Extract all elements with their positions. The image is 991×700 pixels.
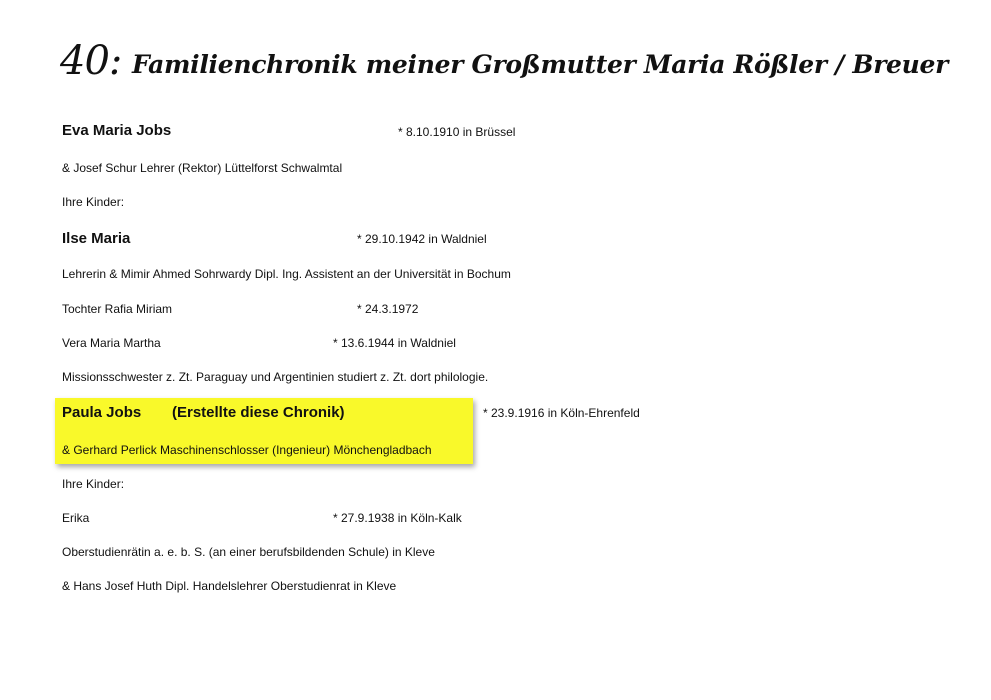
paula-note: (Erstellte diese Chronik) — [172, 404, 345, 421]
page-number: 40: — [60, 38, 122, 84]
page-title: Familienchronik meiner Großmutter Maria Rößler / Breuer — [132, 50, 949, 79]
ilse-name: Ilse Maria — [62, 230, 131, 247]
ilse-detail: Lehrerin & Mimir Ahmed Sohrwardy Dipl. Ing. Assistent an der Universität in Bochum — [62, 267, 511, 281]
rafia-birth: * 24.3.1972 — [357, 302, 419, 316]
eva-spouse: & Josef Schur Lehrer (Rektor) Lüttelforst Schwalmtal — [62, 161, 343, 175]
eva-name: Eva Maria Jobs — [62, 122, 172, 139]
paula-name: Paula Jobs — [62, 404, 142, 421]
vera-detail: Missionsschwester z. Zt. Paraguay und Argentinien studiert z. Zt. dort philologie. — [62, 370, 489, 384]
erika-detail: Oberstudienrätin a. e. b. S. (an einer berufsbildenden Schule) in Kleve — [62, 545, 435, 559]
rafia-name: Tochter Rafia Miriam — [62, 302, 173, 316]
eva-children-label: Ihre Kinder: — [62, 195, 125, 209]
ilse-birth: * 29.10.1942 in Waldniel — [357, 232, 487, 246]
erika-name: Erika — [62, 511, 90, 525]
paula-spouse: & Gerhard Perlick Maschinenschlosser (Ingenieur) Mönchengladbach — [62, 443, 432, 457]
erika-spouse: & Hans Josef Huth Dipl. Handelslehrer Oberstudienrat in Kleve — [62, 579, 397, 593]
vera-name: Vera Maria Martha — [62, 336, 161, 350]
paula-children-label: Ihre Kinder: — [62, 477, 125, 491]
erika-birth: * 27.9.1938 in Köln-Kalk — [333, 511, 462, 525]
eva-birth: * 8.10.1910 in Brüssel — [398, 125, 516, 139]
paula-birth: * 23.9.1916 in Köln-Ehrenfeld — [483, 406, 640, 420]
vera-birth: * 13.6.1944 in Waldniel — [333, 336, 456, 350]
